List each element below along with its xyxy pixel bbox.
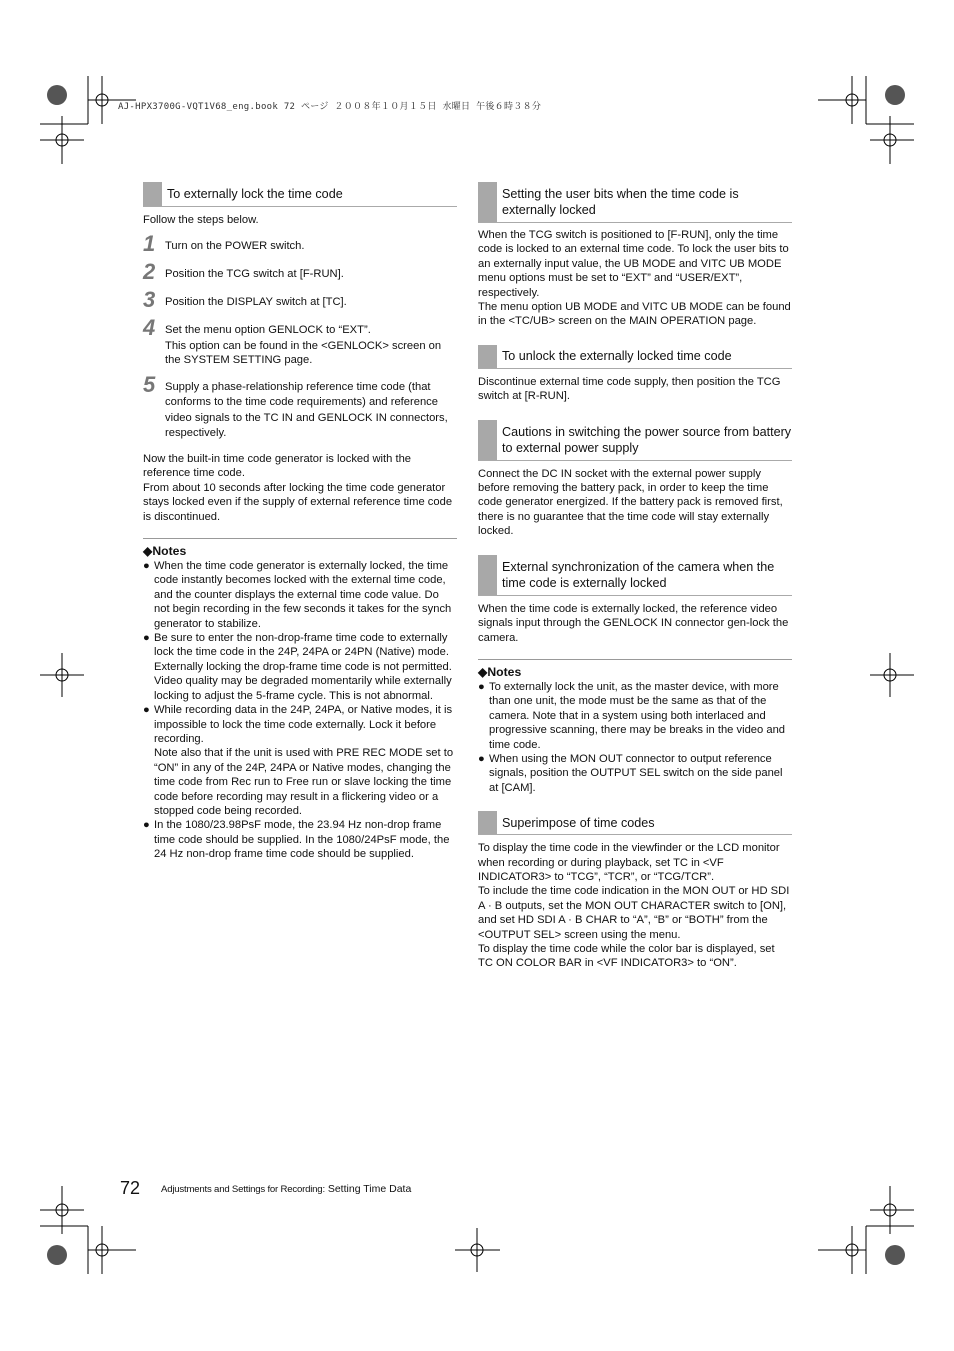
notes-title: ◆Notes xyxy=(478,664,522,679)
heading-bar xyxy=(478,182,497,222)
paragraph: Discontinue external time code supply, then position the TCG switch at [R-RUN]. xyxy=(478,375,781,403)
paragraph: To display the time code while the color bar is displayed, set TC ON COLOR BAR in <VF INDICATOR3> to “ON”. xyxy=(478,943,775,970)
page-number: 72 xyxy=(120,1178,141,1198)
section-heading-power-cautions xyxy=(478,420,792,461)
heading-bar xyxy=(478,811,497,834)
notes-block xyxy=(143,538,457,862)
notes-title: ◆Notes xyxy=(143,544,187,559)
note-item xyxy=(478,752,792,795)
step-subtext: This option can be found in the <GENLOCK> screen on the SYSTEM SETTING page. xyxy=(165,339,442,367)
bullet-icon: ● xyxy=(478,752,485,765)
step-number: 4 xyxy=(143,315,156,341)
note-item xyxy=(143,559,457,631)
note-text: Be sure to enter the non-drop-frame time code to externally lock the time code in the 24P, 24PA or 24PN (Native) mode. Externally locking the drop-frame time code is not permitted. xyxy=(154,632,452,673)
paragraph: Connect the DC IN socket with the external power supply before removing the battery pack, in order to keep the time code generator energized. If the battery pack is removed first, there is no guarantee that the time code will stay externally locked. xyxy=(478,467,783,538)
note-text: To externally lock the unit, as the master device, with more than one unit, the mode must be the same as that of the camera. Note that in a system using both interlaced and progressive scanning, there may be breaks in the video and time code. xyxy=(489,680,786,751)
section-title: To unlock the externally locked time code xyxy=(502,349,732,364)
step-number: 2 xyxy=(143,259,156,285)
step-item xyxy=(143,317,457,367)
section-heading-superimpose xyxy=(478,811,792,835)
step-number: 3 xyxy=(143,287,156,313)
bullet-icon: ● xyxy=(143,560,150,573)
bullet-icon: ● xyxy=(143,819,150,832)
intro-text: Follow the steps below. xyxy=(143,214,259,226)
notes-list xyxy=(478,680,792,795)
step-item xyxy=(143,371,457,442)
step-item xyxy=(143,289,457,311)
step-text: Turn on the POWER switch. xyxy=(165,240,305,253)
step-text: Set the menu option GENLOCK to “EXT”. xyxy=(165,324,371,337)
step-number: 5 xyxy=(143,371,156,397)
section-heading-unlock xyxy=(478,345,792,369)
note-text: When the time code generator is externally locked, the time code instantly becomes locked with the external time code, and the counter displays the external time code value. Do not begin recording in the few seconds it takes for the synch generator to stabilize. xyxy=(154,560,452,630)
section-title: Cautions in switching the power source from battery to external power supply xyxy=(502,424,792,455)
heading-bar xyxy=(478,555,497,595)
steps-list xyxy=(143,233,457,442)
section-title: Setting the user bits when the time code is externally locked xyxy=(502,187,739,217)
step-text: Position the DISPLAY switch at [TC]. xyxy=(165,296,347,309)
paragraph: When the time code is externally locked, the reference video signals input through the GENLOCK IN connector gen-lock the camera. xyxy=(478,602,789,644)
step-number: 1 xyxy=(143,231,156,257)
note-text: While recording data in the 24P, 24PA, or Native modes, it is impossible to lock the time code externally. Lock it before recording. xyxy=(154,704,453,745)
result-text: Now the built-in time code generator is locked with the reference time code. xyxy=(143,453,412,480)
bullet-icon: ● xyxy=(143,632,150,645)
chapter-title: Adjustments and Settings for Recording: xyxy=(161,1184,325,1195)
section-title: Superimpose of time codes xyxy=(502,815,655,830)
step-text: Position the TCG switch at [F-RUN]. xyxy=(165,268,344,281)
note-item xyxy=(143,818,457,861)
section-title: To externally lock the time code xyxy=(167,187,343,201)
bullet-icon: ● xyxy=(478,680,485,693)
note-text: In the 1080/23.98PsF mode, the 23.94 Hz non-drop frame time code should be supplied. In the 1080/24PsF mode, the 24 Hz non-drop frame time code should be supplied. xyxy=(154,819,450,861)
notes-block xyxy=(478,659,792,795)
heading-bar xyxy=(478,420,497,460)
print-header: AJ-HPX3700G-VQT1V68_eng.book 72 ページ ２００８年１０月１５日 水曜日 午後６時３８分 xyxy=(118,102,542,112)
step-item xyxy=(143,233,457,255)
left-column xyxy=(143,182,457,862)
step-text: Supply a phase-relationship reference time code (that conforms to the time code requirements) and reference video signals to the TC IN and GENLOCK IN connectors, respectively. xyxy=(165,380,448,440)
section-heading-user-bits xyxy=(478,182,792,223)
step-body xyxy=(165,317,457,367)
footer-caption xyxy=(161,1183,411,1195)
step-item xyxy=(143,261,457,283)
notes-list xyxy=(143,559,457,862)
section-heading-external-lock xyxy=(143,182,457,207)
bullet-icon: ● xyxy=(143,704,150,717)
note-extra: Video quality may be degraded momentarily while externally locking to adjust the 5-frame cycle. This is not abnormal. xyxy=(154,675,452,702)
right-column xyxy=(478,182,792,971)
heading-bar xyxy=(143,182,162,206)
paragraph: To include the time code indication in the MON OUT or HD SDI A · B outputs, set the MON OUT CHARACTER switch to [ON], and set HD SDI A · B CHAR to “A”, “B” or “BOTH” from the <OUTPUT SEL> screen using the menu. xyxy=(478,885,790,941)
note-item xyxy=(143,703,457,818)
section-name: Setting Time Data xyxy=(327,1183,412,1195)
result-text-2: From about 10 seconds after locking the time code generator stays locked even if the supply of external reference time code is discontinued. xyxy=(143,481,453,523)
section-title: External synchronization of the camera when the time code is externally locked xyxy=(502,559,775,590)
section-heading-external-sync xyxy=(478,555,792,596)
paragraph: To display the time code in the viewfinder or the LCD monitor when recording or during playback, set TC in <VF INDICATOR3> to “TCG”, “TCR”, or “TCG/TCR”. xyxy=(478,842,780,883)
paragraph: When the TCG switch is positioned to [F-RUN], only the time code is locked to an external time code. To lock the user bits to an externally input value, the UB MODE and VITC UB MODE menu options must be set to “EXT” and “USER/EXT”, respectively. xyxy=(478,229,789,299)
heading-bar xyxy=(478,345,497,368)
note-item xyxy=(143,631,457,703)
note-extra: Note also that if the unit is used with PRE REC MODE set to “ON” in any of the 24P, 24PA or Native modes, changing the time code from Rec run to Free run or slave locking the time code before recording may result in a flickering video or a stopped code being recorded. xyxy=(154,747,454,817)
paragraph: The menu option UB MODE and VITC UB MODE can be found in the <TC/UB> screen on the MAIN OPERATION page. xyxy=(478,301,791,328)
note-text: When using the MON OUT connector to output reference signals, position the OUTPUT SEL switch on the side panel at [CAM]. xyxy=(489,752,783,794)
note-item xyxy=(478,680,792,752)
